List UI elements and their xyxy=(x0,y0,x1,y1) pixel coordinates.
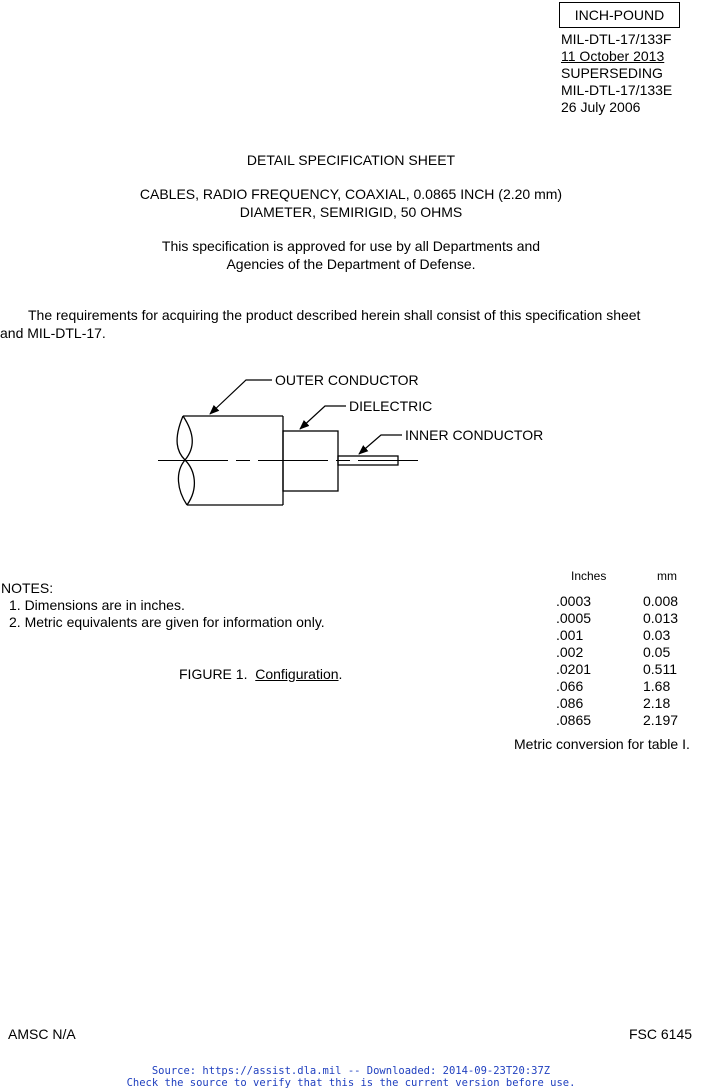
figure-caption xyxy=(179,665,342,683)
verify-line: Check the source to verify that this is the current version before use. xyxy=(126,1077,576,1089)
inner-conductor-leader xyxy=(359,435,402,454)
subject-line-2: DIAMETER, SEMIRIGID, 50 OHMS xyxy=(239,204,463,220)
doc-date: 11 October 2013 xyxy=(561,48,665,64)
conversion-mm-cell: 0.511 xyxy=(643,661,677,677)
dielectric-leader xyxy=(300,406,346,429)
doc-id: MIL-DTL-17/133F xyxy=(561,31,672,47)
conversion-inches-cell: .0201 xyxy=(556,661,592,677)
requirements-line-2: and MIL-DTL-17. xyxy=(0,325,106,341)
fsc-label: FSC 6145 xyxy=(629,1026,693,1042)
outer-conductor-label: OUTER CONDUCTOR xyxy=(275,372,419,388)
dielectric-label: DIELECTRIC xyxy=(349,398,433,414)
source-line: Source: https://assist.dla.mil -- Downloaded: 2014-09-23T20:37Z xyxy=(151,1065,551,1077)
conversion-mm-cell: 2.197 xyxy=(643,712,679,728)
conversion-header-mm: mm xyxy=(657,569,677,583)
conversion-header-inches: Inches xyxy=(571,569,607,583)
superseding-label: SUPERSEDING xyxy=(561,65,663,81)
superseded-id: MIL-DTL-17/133E xyxy=(561,82,673,98)
superseded-date: 26 July 2006 xyxy=(561,99,641,115)
conversion-inches-cell: .002 xyxy=(556,644,584,660)
requirements-paragraph xyxy=(0,306,690,342)
conversion-mm-cell: 0.008 xyxy=(643,593,679,609)
approval-line-2: Agencies of the Department of Defense. xyxy=(226,256,476,272)
sheet-type-title: DETAIL SPECIFICATION SHEET xyxy=(246,152,456,168)
conversion-mm-cell: 0.03 xyxy=(643,627,671,643)
conversion-inches-cell: .0865 xyxy=(556,712,592,728)
figure-caption-suffix: . xyxy=(338,666,343,682)
conversion-inches-cell: .066 xyxy=(556,678,584,694)
conversion-inches-cell: .0003 xyxy=(556,593,592,609)
requirements-line-1: The requirements for acquiring the product described herein shall consist of this specification sheet xyxy=(28,307,641,323)
figure-caption-title: Configuration xyxy=(255,666,339,682)
approval-line-1: This specification is approved for use by all Departments and xyxy=(161,238,541,254)
conversion-mm-cell: 0.05 xyxy=(643,644,671,660)
figure-caption-prefix: FIGURE 1. xyxy=(179,666,248,682)
conversion-mm-cell: 0.013 xyxy=(643,610,679,626)
note-1: 1. Dimensions are in inches. xyxy=(9,597,185,613)
conversion-caption: Metric conversion for table I. xyxy=(514,736,690,752)
amsc-label: AMSC N/A xyxy=(8,1026,76,1042)
inch-pound-box: INCH-POUND xyxy=(559,2,680,28)
notes-heading: NOTES: xyxy=(1,580,54,596)
note-2: 2. Metric equivalents are given for information only. xyxy=(9,614,325,630)
subject-line-1: CABLES, RADIO FREQUENCY, COAXIAL, 0.0865 INCH (2.20 mm) xyxy=(139,186,563,202)
conversion-inches-cell: .001 xyxy=(556,627,584,643)
conversion-mm-cell: 2.18 xyxy=(643,695,671,711)
coaxial-cable-figure xyxy=(0,360,702,520)
conversion-mm-cell: 1.68 xyxy=(643,678,671,694)
outer-conductor-leader xyxy=(210,380,272,414)
conversion-inches-cell: .0005 xyxy=(556,610,592,626)
conversion-inches-cell: .086 xyxy=(556,695,584,711)
inner-conductor-label: INNER CONDUCTOR xyxy=(405,427,544,443)
